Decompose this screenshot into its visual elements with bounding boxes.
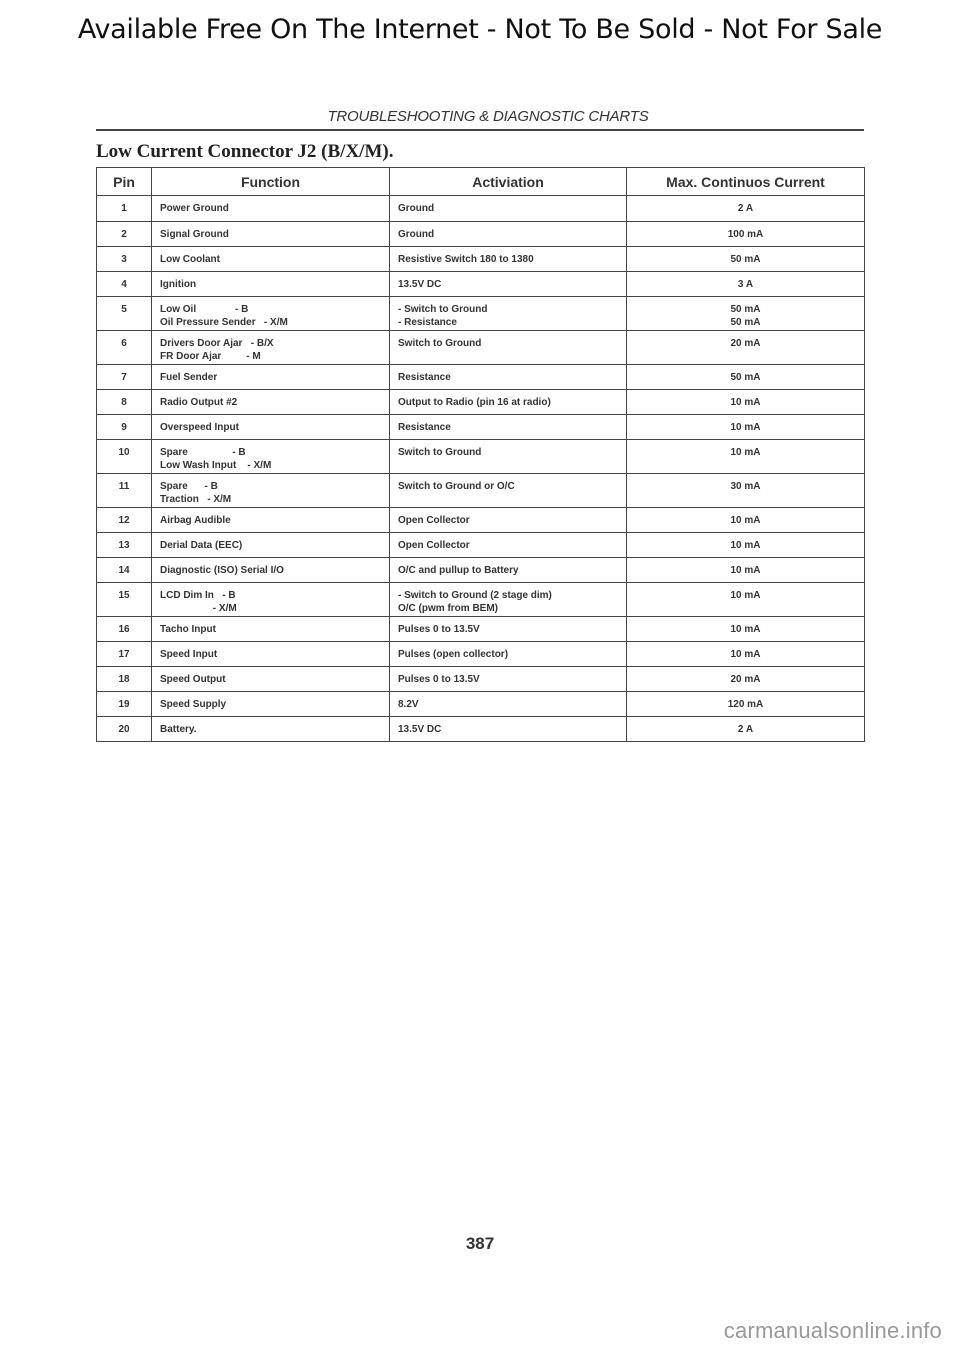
function-cell-line: Speed Output <box>160 674 226 685</box>
current-cell-line: 2 A <box>737 724 754 735</box>
function-cell-line: Overspeed Input <box>160 422 239 433</box>
function-cell <box>152 331 390 365</box>
current-cell-line: 50 mA <box>730 372 761 383</box>
connector-pin-table <box>96 167 865 742</box>
activation-cell-line: Switch to Ground <box>398 447 482 458</box>
activation-cell-line: - Switch to Ground <box>398 304 488 315</box>
current-cell-line: 120 mA <box>727 699 764 710</box>
function-cell <box>152 474 390 508</box>
function-cell <box>152 667 390 692</box>
pin-cell: 4 <box>97 272 152 297</box>
function-cell-line: Speed Supply <box>160 699 227 710</box>
function-cell-line: Spare - B <box>160 447 246 458</box>
current-cell-line: 10 mA <box>730 422 761 433</box>
current-cell-line: 10 mA <box>730 397 761 408</box>
function-cell <box>152 533 390 558</box>
activation-cell <box>390 331 627 365</box>
function-cell-line: Derial Data (EEC) <box>160 540 243 551</box>
current-cell <box>627 390 865 415</box>
activation-cell-line: 13.5V DC <box>398 724 442 735</box>
current-cell <box>627 667 865 692</box>
current-cell-line: 100 mA <box>727 229 764 240</box>
pin-cell: 18 <box>97 667 152 692</box>
function-cell-line: Low Wash Input - X/M <box>160 460 272 471</box>
table-row <box>97 222 865 247</box>
activation-cell <box>390 667 627 692</box>
activation-cell-line: Resistive Switch 180 to 1380 <box>398 254 534 265</box>
current-cell <box>627 533 865 558</box>
activation-cell <box>390 365 627 390</box>
activation-cell-line: O/C and pullup to Battery <box>398 565 519 576</box>
section-header: TROUBLESHOOTING & DIAGNOSTIC CHARTS <box>327 108 649 125</box>
current-cell <box>627 272 865 297</box>
current-cell-line: 3 A <box>737 279 754 290</box>
current-cell <box>627 508 865 533</box>
function-cell <box>152 717 390 742</box>
current-cell <box>627 583 865 617</box>
activation-cell <box>390 196 627 222</box>
function-cell-line: Traction - X/M <box>160 494 232 505</box>
function-cell-line: Low Oil - B <box>160 304 249 315</box>
pin-cell: 13 <box>97 533 152 558</box>
table-row <box>97 508 865 533</box>
pin-cell: 12 <box>97 508 152 533</box>
activation-cell-line: Resistance <box>398 372 451 383</box>
pin-cell: 19 <box>97 692 152 717</box>
document-title: Low Current Connector J2 (B/X/M). <box>96 141 394 162</box>
current-cell <box>627 642 865 667</box>
function-cell <box>152 440 390 474</box>
pin-cell: 3 <box>97 247 152 272</box>
function-cell-line: Low Coolant <box>160 254 220 265</box>
activation-cell <box>390 508 627 533</box>
activation-cell <box>390 297 627 331</box>
activation-cell <box>390 415 627 440</box>
current-cell <box>627 474 865 508</box>
function-cell-line: FR Door Ajar - M <box>160 351 261 362</box>
activation-cell-line: Pulses 0 to 13.5V <box>398 674 480 685</box>
function-cell-line: Diagnostic (ISO) Serial I/O <box>160 565 284 576</box>
activation-cell-line: Pulses 0 to 13.5V <box>398 624 480 635</box>
current-cell <box>627 365 865 390</box>
activation-cell-line: Open Collector <box>398 540 470 551</box>
current-cell-line: 10 mA <box>730 515 761 526</box>
activation-cell-line: - Switch to Ground (2 stage dim) <box>398 590 552 601</box>
activation-cell-line: 8.2V <box>398 699 419 710</box>
table-row <box>97 533 865 558</box>
table-row <box>97 474 865 508</box>
current-cell <box>627 440 865 474</box>
table-row <box>97 692 865 717</box>
function-cell-line: Signal Ground <box>160 229 229 240</box>
pin-cell: 6 <box>97 331 152 365</box>
activation-cell <box>390 440 627 474</box>
function-cell <box>152 617 390 642</box>
activation-cell-line: Resistance <box>398 422 451 433</box>
activation-cell-line: Switch to Ground or O/C <box>398 481 515 492</box>
header-current: Max. Continuos Current <box>627 168 865 196</box>
pin-cell: 7 <box>97 365 152 390</box>
table-row <box>97 583 865 617</box>
table-row <box>97 297 865 331</box>
function-cell-line: Spare - B <box>160 481 218 492</box>
pin-cell: 14 <box>97 558 152 583</box>
function-cell-line: Battery. <box>160 724 197 735</box>
current-cell <box>627 331 865 365</box>
header-function: Function <box>152 168 390 196</box>
table-row <box>97 440 865 474</box>
activation-cell <box>390 717 627 742</box>
page-number: 387 <box>465 1234 495 1253</box>
pin-cell: 16 <box>97 617 152 642</box>
activation-cell <box>390 642 627 667</box>
table-row <box>97 667 865 692</box>
table-row <box>97 365 865 390</box>
header-pin: Pin <box>97 168 152 196</box>
function-cell <box>152 508 390 533</box>
activation-cell <box>390 247 627 272</box>
current-cell <box>627 692 865 717</box>
activation-cell <box>390 558 627 583</box>
function-cell <box>152 222 390 247</box>
current-cell <box>627 196 865 222</box>
current-cell-line: 20 mA <box>730 674 761 685</box>
function-cell-line: Airbag Audible <box>160 515 231 526</box>
function-cell <box>152 558 390 583</box>
current-cell <box>627 297 865 331</box>
activation-cell <box>390 222 627 247</box>
pin-cell: 11 <box>97 474 152 508</box>
site-watermark: carmanualsonline.info <box>723 1318 942 1343</box>
function-cell-line: Oil Pressure Sender - X/M <box>160 317 288 328</box>
current-cell-line: 2 A <box>737 203 754 214</box>
function-cell-line: Speed Input <box>160 649 218 660</box>
pin-cell: 10 <box>97 440 152 474</box>
current-cell <box>627 717 865 742</box>
table-row <box>97 390 865 415</box>
activation-cell-line: Pulses (open collector) <box>398 649 509 660</box>
activation-cell <box>390 617 627 642</box>
activation-cell-line: Switch to Ground <box>398 338 482 349</box>
header-activation: Activiation <box>390 168 627 196</box>
table-row <box>97 642 865 667</box>
current-cell <box>627 247 865 272</box>
function-cell <box>152 297 390 331</box>
function-cell <box>152 365 390 390</box>
pin-cell: 9 <box>97 415 152 440</box>
activation-cell-line: 13.5V DC <box>398 279 442 290</box>
current-cell-line: 10 mA <box>730 649 761 660</box>
function-cell-line: Ignition <box>160 279 197 290</box>
function-cell <box>152 415 390 440</box>
function-cell <box>152 583 390 617</box>
function-cell-line: Radio Output #2 <box>160 397 238 408</box>
activation-cell-line: Ground <box>398 229 435 240</box>
current-cell-line: 10 mA <box>730 624 761 635</box>
function-cell <box>152 196 390 222</box>
current-cell-line: 20 mA <box>730 338 761 349</box>
activation-cell-line: Ground <box>398 203 435 214</box>
table-row <box>97 196 865 222</box>
pin-cell: 15 <box>97 583 152 617</box>
function-cell-line: Drivers Door Ajar - B/X <box>160 338 274 349</box>
pin-cell: 17 <box>97 642 152 667</box>
current-cell-line: 50 mA <box>730 304 761 315</box>
activation-cell <box>390 583 627 617</box>
current-cell <box>627 415 865 440</box>
current-cell-line: 50 mA <box>730 254 761 265</box>
activation-cell <box>390 692 627 717</box>
table-row <box>97 415 865 440</box>
function-cell <box>152 390 390 415</box>
current-cell-line: 10 mA <box>730 565 761 576</box>
activation-cell-line: - Resistance <box>398 317 457 328</box>
function-cell-line: Tacho Input <box>160 624 216 635</box>
function-cell <box>152 272 390 297</box>
current-cell-line: 50 mA <box>730 317 761 328</box>
activation-cell <box>390 390 627 415</box>
table-row <box>97 717 865 742</box>
table-row <box>97 247 865 272</box>
current-cell-line: 10 mA <box>730 590 761 601</box>
current-cell <box>627 617 865 642</box>
function-cell-line: Power Ground <box>160 203 229 214</box>
table-body <box>97 196 865 742</box>
table-header-row <box>97 168 865 196</box>
table-row <box>97 558 865 583</box>
activation-cell-line: O/C (pwm from BEM) <box>398 603 498 614</box>
current-cell-line: 30 mA <box>730 481 761 492</box>
pin-cell: 1 <box>97 196 152 222</box>
function-cell <box>152 247 390 272</box>
activation-cell-line: Open Collector <box>398 515 470 526</box>
function-cell-line: LCD Dim In - B <box>160 590 236 601</box>
current-cell <box>627 222 865 247</box>
current-cell-line: 10 mA <box>730 540 761 551</box>
pin-cell: 2 <box>97 222 152 247</box>
pin-cell: 8 <box>97 390 152 415</box>
current-cell-line: 10 mA <box>730 447 761 458</box>
function-cell <box>152 692 390 717</box>
watermark-banner: Available Free On The Internet - Not To Be Sold - Not For Sale <box>77 14 883 45</box>
activation-cell <box>390 272 627 297</box>
table-row <box>97 617 865 642</box>
function-cell-line: Fuel Sender <box>160 372 218 383</box>
table-row <box>97 331 865 365</box>
header-rule <box>96 129 864 131</box>
function-cell <box>152 642 390 667</box>
activation-cell <box>390 474 627 508</box>
activation-cell <box>390 533 627 558</box>
current-cell <box>627 558 865 583</box>
function-cell-line: - X/M <box>160 603 237 614</box>
pin-cell: 5 <box>97 297 152 331</box>
pin-cell: 20 <box>97 717 152 742</box>
activation-cell-line: Output to Radio (pin 16 at radio) <box>398 397 551 408</box>
table-row <box>97 272 865 297</box>
